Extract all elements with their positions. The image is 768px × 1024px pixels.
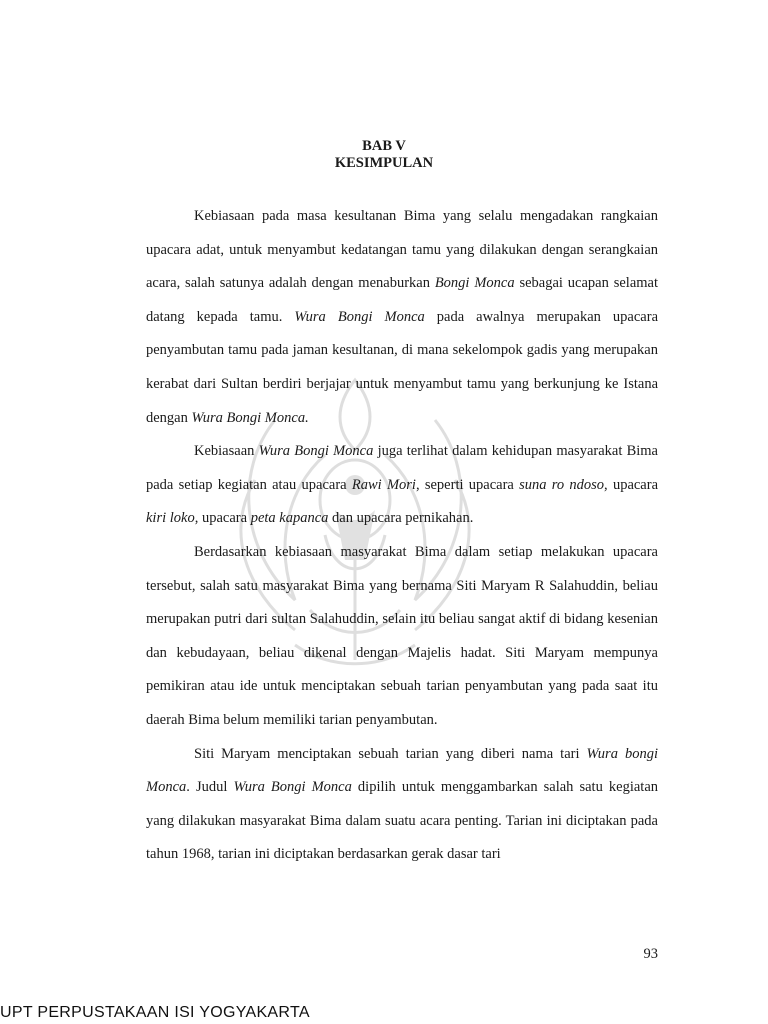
page-number: 93 — [643, 946, 658, 962]
text-run: Berdasarkan kebiasaan masyarakat Bima dalam setiap melakukan upacara tersebut, salah satu masyarakat Bima yang bernama Siti Maryam R Salahuddin, beliau merupakan putri dari sultan Salahuddin, selain itu beliau sangat aktif di bidang kesenian dan kebudayaan, beliau dikenal dengan Majelis hadat. Siti Maryam mempunya pemikiran atau ide untuk menciptakan sebuah tarian penyambutan yang pada saat itu daerah Bima belum memiliki tarian penyambutan. — [146, 543, 658, 728]
italic-term: kiri loko — [146, 510, 195, 527]
text-run: juga terlihat dalam kehidupan masyarakat Bima pada setiap kegiatan atau upacara — [146, 443, 658, 493]
italic-term: Wura Bongi Monca — [258, 443, 374, 460]
italic-term: Wura Bongi Monca. — [191, 409, 309, 426]
paragraph — [146, 435, 658, 536]
footer-library-label: UPT PERPUSTAKAAN ISI YOGYAKARTA — [0, 1004, 310, 1021]
chapter-title: KESIMPULAN — [334, 155, 434, 171]
italic-term: suna ro ndoso — [519, 476, 605, 493]
italic-term: Wura bongi Monca — [146, 745, 659, 796]
text-run: dan upacara pernikahan. — [328, 510, 474, 527]
text-run: , upacara — [194, 510, 251, 527]
italic-term: Wura Bongi Monca — [233, 779, 352, 796]
text-run: . Judul — [186, 779, 234, 796]
paragraph — [146, 200, 658, 435]
text-run: Kebiasaan pada masa kesultanan Bima yang selalu mengadakan rangkaian upacara adat, untuk menyambut kedatangan tamu yang dilakukan dengan serangkaian acara, salah satunya adalah dengan menaburkan — [146, 208, 658, 292]
text-run: , seperti upacara — [415, 476, 520, 493]
body-text — [146, 200, 658, 872]
italic-term: Wura Bongi Monca — [294, 308, 425, 325]
text-run: sebagai ucapan selamat datang kepada tamu. — [146, 275, 658, 325]
text-run: , upacara — [604, 476, 659, 493]
text-run: Kebiasaan — [194, 443, 259, 460]
text-run: dipilih untuk menggambarkan salah satu kegiatan yang dilakukan masyarakat Bima dalam suatu acara penting. Tarian ini diciptakan pada tahun 1968, tarian ini diciptakan berdasarkan gerak dasar tari — [146, 779, 658, 863]
italic-term: Bongi Monca — [434, 275, 515, 292]
paragraph — [146, 738, 658, 872]
italic-term: peta kapanca — [250, 510, 329, 527]
chapter-heading: BAB V — [362, 138, 406, 154]
paragraph — [146, 536, 658, 738]
text-run: pada awalnya merupakan upacara penyambutan tamu pada jaman kesultanan, di mana sekelompok gadis yang merupakan kerabat dari Sultan berdiri berjajar untuk menyambut tamu yang berkunjung ke Istana dengan — [146, 308, 659, 426]
text-run: Siti Maryam menciptakan sebuah tarian yang diberi nama tari — [194, 745, 587, 762]
italic-term: Rawi Mori — [351, 476, 416, 493]
